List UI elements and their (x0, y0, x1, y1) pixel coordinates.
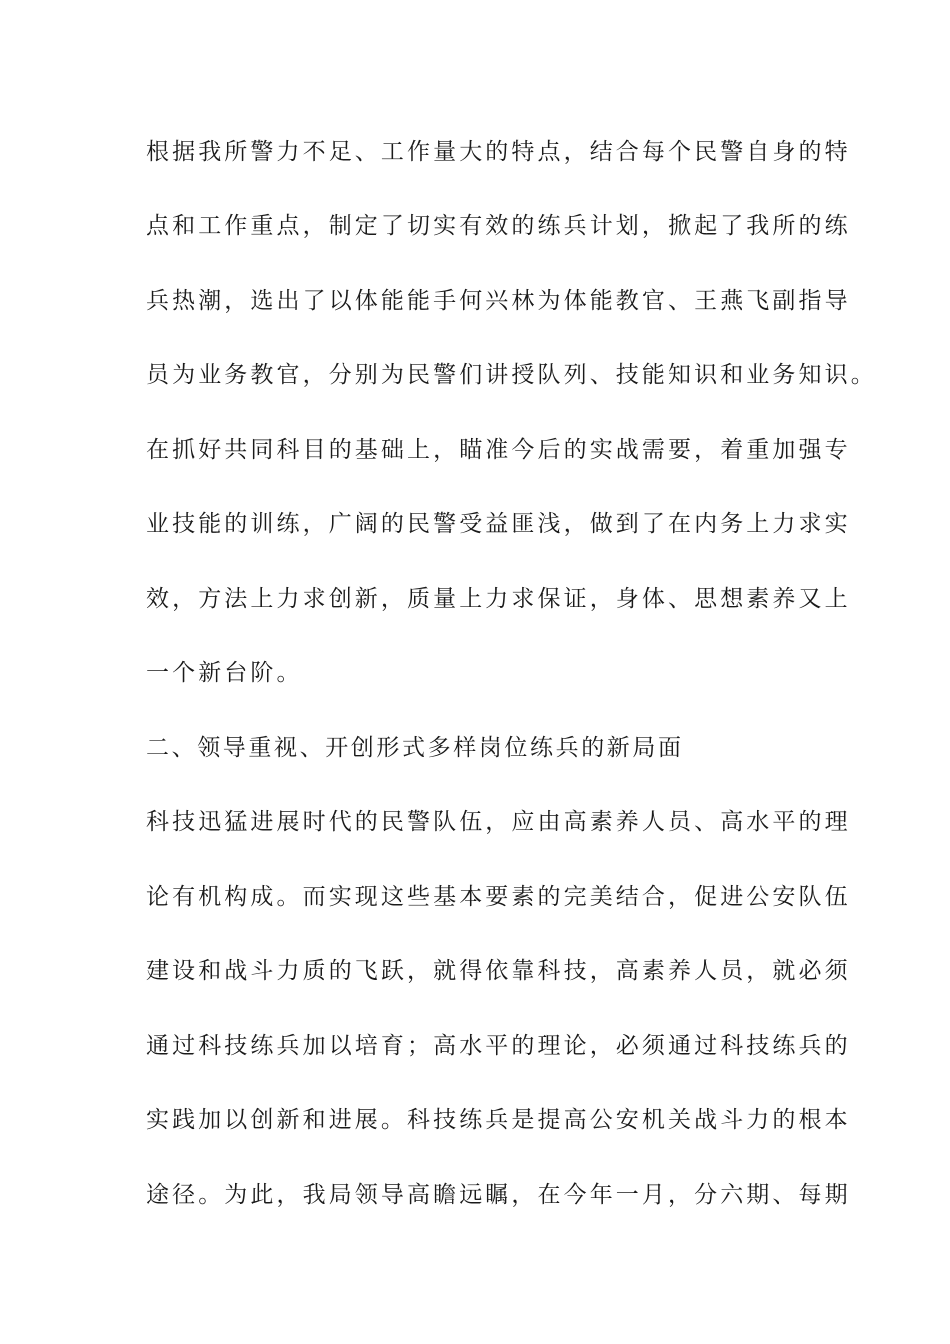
paragraph-line: 实践加以创新和进展。科技练兵是提高公安机关战斗力的根本 (146, 1107, 851, 1133)
paragraph-line: 根据我所警力不足、工作量大的特点，结合每个民警自身的特 (146, 139, 851, 165)
paragraph-line: 业技能的训练，广阔的民警受益匪浅，做到了在内务上力求实 (146, 511, 851, 537)
paragraph-line: 途径。为此，我局领导高瞻远瞩，在今年一月，分六期、每期 (146, 1182, 851, 1208)
paragraph-line: 论有机构成。而实现这些基本要素的完美结合，促进公安队伍 (146, 884, 851, 910)
paragraph-line: 员为业务教官，分别为民警们讲授队列、技能知识和业务知识。 (146, 362, 877, 388)
paragraph-line: 效，方法上力求创新，质量上力求保证，身体、思想素养又上 (146, 586, 851, 612)
section-heading: 二、领导重视、开创形式多样岗位练兵的新局面 (146, 735, 684, 761)
paragraph-line: 兵热潮，选出了以体能能手何兴林为体能教官、王燕飞副指导 (146, 288, 851, 314)
paragraph-line: 科技迅猛进展时代的民警队伍，应由高素养人员、高水平的理 (146, 809, 851, 835)
paragraph-line: 通过科技练兵加以培育；高水平的理论，必须通过科技练兵的 (146, 1033, 851, 1059)
paragraph-line: 点和工作重点，制定了切实有效的练兵计划，掀起了我所的练 (146, 213, 851, 239)
paragraph-line: 在抓好共同科目的基础上，瞄准今后的实战需要，着重加强专 (146, 437, 851, 463)
paragraph-line: 一个新台阶。 (146, 660, 303, 686)
paragraph-line: 建设和战斗力质的飞跃，就得依靠科技，高素养人员，就必须 (146, 958, 851, 984)
